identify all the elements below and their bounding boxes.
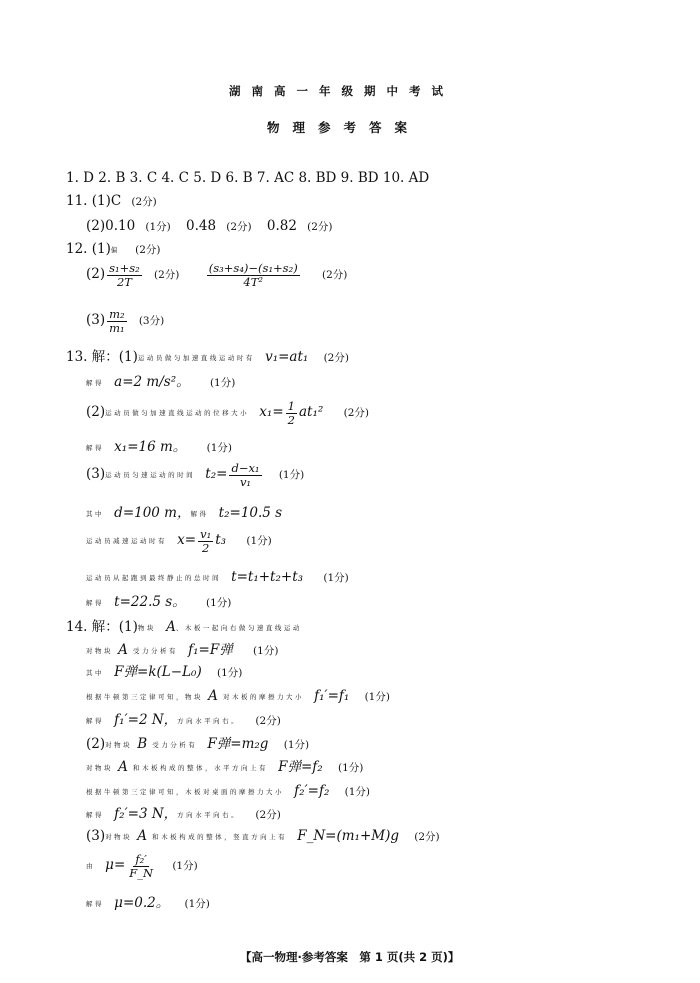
q13-line4: 解得 x₁=16 m。 (1分) [86,439,232,456]
q12-fraction-2: $\frac{\text{(s₃+s₄)−(s₁+s₂)}}{\text{4T²}}$ [208,261,298,289]
q12-line3: (3) $\frac{\text{m₂}}{\text{m₁}}$ (3分) [86,307,165,335]
q13-line2: 解得 a=2 m/s²。 (1分) [86,374,236,391]
q14-line2: 对物块 A 受力分析有 f₁=F弹 (1分) [86,642,279,659]
q14-line9: 解得 f₂′=3 N， 方向水平向右。 (2分) [86,806,281,823]
q13-line3: (2) 运动员做匀加速直线运动的位移大小 x₁= $\frac{1}{2}$ at₁² (2分) [86,399,369,427]
q14-line12: 解得 μ=0.2。 (1分) [86,895,210,912]
q14-line8: 根据牛顿第三定律可知，木板对桌面的摩擦力大小 f₂′=f₂ (1分) [86,783,371,800]
q11-line2: (2)0.10 (1分) 0.48 (2分) 0.82 (2分) [86,218,333,235]
q13-line6: 其中 d=100 m， 解得 t₂=10.5 s [86,505,283,522]
q13-line9: 解得 t=22.5 s。 (1分) [86,594,232,611]
mc-answers: 1. D 2. B 3. C 4. C 5. D 6. B 7. AC 8. BD 9. BD 10. AD [66,170,430,186]
q14-line5: 解得 f₁′=2 N， 方向水平向右。 (2分) [86,712,281,729]
q13-line7: 运动员减速运动时有 x= $\frac{\text{v₁}}{2}$ t₃ (1分) [86,527,272,555]
q12-line2: (2) $\frac{\text{s₁+s₂}}{2T}$ (2分) $\frac{\text{(s₃+s₄)−(s₁+s₂)}}{\text{4T²}}$ (2分) [86,261,348,289]
q14-line4: 根据牛顿第三定律可知，物块 A 对木板的摩擦力大小 f₁′=f₁ (1分) [86,688,390,705]
q14-line11: 由 μ= $\frac{\text{f₂′}}{F\_N}$ (1分) [86,852,198,880]
q14-line10: (3) 对物块 A 和木板构成的整体，竖直方向上有 F_N=(m₁+M)g (2分) [86,828,440,845]
q12-line1: 12. (1) 偏 (2分) [66,241,161,258]
q13-line1: 13. 解：(1) 运动员做匀加速直线运动时有 v₁=at₁ (2分) [66,349,349,366]
q13-line5: (3) 运动员匀速运动的时间 t₂= $\frac{\text{d−x₁}}{\text{v₁}}$ (1分) [86,461,305,489]
page-footer: 【高一物理·参考答案 第 1 页(共 2 页)】 [240,950,460,964]
q14-line3: 其中 F弹=k(L−L₀) (1分) [86,664,243,681]
q11-line1: 11. (1)C (2分) [66,193,157,210]
q12-fraction-1: $\frac{\text{s₁+s₂}}{2T}$ [109,261,140,289]
exam-title: 湖南高一年级期中考试 [229,84,454,98]
q13-line8: 运动员从起跑到最终静止的总时间 t=t₁+t₂+t₃ (1分) [86,569,349,586]
q14-line6: (2) 对物块 B 受力分析有 F弹=m₂g (1分) [86,736,310,753]
q12-fraction-3: $\frac{\text{m₂}}{\text{m₁}}$ [109,307,125,335]
q14-line7: 对物块 A 和木板构成的整体，水平方向上有 F弹=f₂ (1分) [86,759,364,776]
answer-subtitle: 物理参考答案 [267,120,421,135]
q14-line1: 14. 解：(1) 物块 A 、木板一起向右做匀速直线运动 [66,619,302,636]
